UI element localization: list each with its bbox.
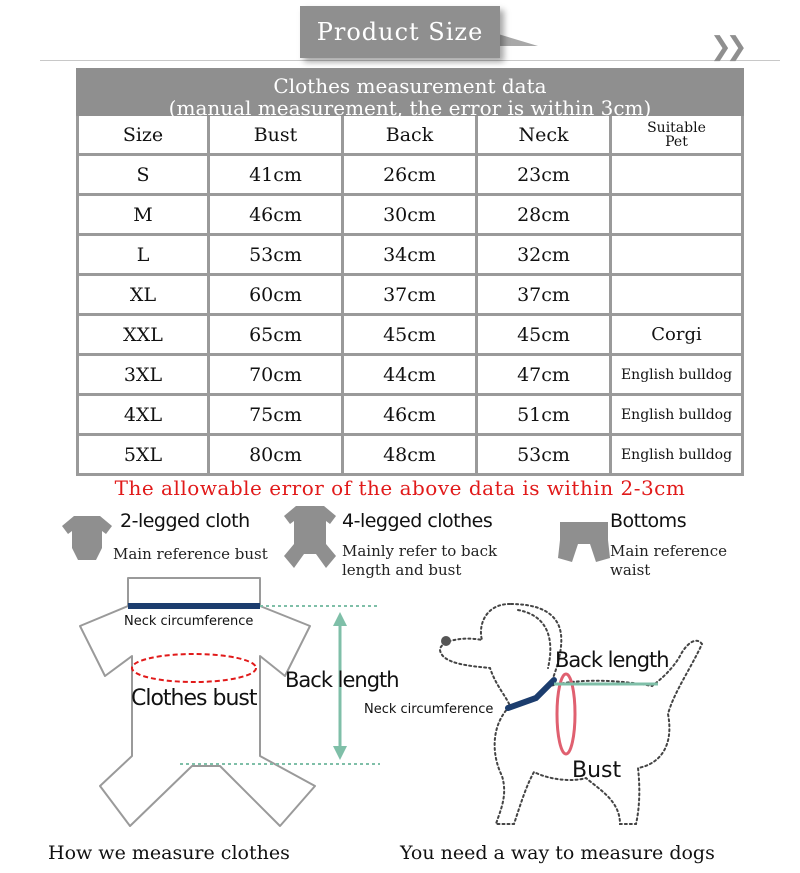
- bottoms-icon: [556, 518, 612, 566]
- clothes-bust-label: Clothes bust: [131, 686, 257, 711]
- table-row: [76, 156, 744, 196]
- legend-bottoms-desc-2: waist: [610, 561, 651, 579]
- header-divider: [40, 60, 780, 61]
- header-tab-shadow: [498, 34, 538, 46]
- legend-bottoms-desc-1: Main reference: [610, 542, 727, 560]
- cell-neck: 51cm: [478, 396, 612, 436]
- cell-neck: 37cm: [478, 276, 612, 316]
- cell-pet: Corgi: [612, 316, 744, 356]
- cell-bust: 75cm: [210, 396, 344, 436]
- cell-back: 48cm: [344, 436, 478, 476]
- cell-back: 34cm: [344, 236, 478, 276]
- cell-back: 30cm: [344, 196, 478, 236]
- dog-neck-label: Neck circumference: [364, 702, 494, 717]
- table-row: [76, 356, 744, 396]
- cell-size: 5XL: [76, 436, 210, 476]
- table-title-line1: Clothes measurement data: [273, 74, 547, 98]
- cell-back: 45cm: [344, 316, 478, 356]
- cell-size: XXL: [76, 316, 210, 356]
- cell-back: 26cm: [344, 156, 478, 196]
- cell-size: M: [76, 196, 210, 236]
- cell-neck: 53cm: [478, 436, 612, 476]
- cell-pet: [612, 156, 744, 196]
- header-suitable-pet: [612, 116, 744, 156]
- header-size: Size: [76, 116, 210, 156]
- size-table-grid: [76, 116, 744, 476]
- cell-size: 4XL: [76, 396, 210, 436]
- cell-pet: [612, 276, 744, 316]
- table-title: [76, 68, 744, 120]
- table-row: [76, 316, 744, 356]
- legend-two-legged-title: 2-legged cloth: [120, 510, 250, 532]
- cell-pet: English bulldog: [612, 436, 744, 476]
- table-header-row: [76, 116, 744, 156]
- header-pet-line1: Suitable: [647, 119, 706, 136]
- dog-caption: You need a way to measure dogs: [400, 842, 715, 864]
- header-back: Back: [344, 116, 478, 156]
- cell-size: S: [76, 156, 210, 196]
- two-legged-cloth-icon: [60, 512, 114, 564]
- clothes-neck-label: Neck circumference: [124, 614, 254, 629]
- cell-neck: 23cm: [478, 156, 612, 196]
- four-legged-clothes-icon: [280, 504, 340, 572]
- legend-four-legged-title: 4-legged clothes: [342, 510, 493, 532]
- clothes-back-label: Back length: [285, 668, 399, 692]
- size-table: [76, 68, 744, 476]
- error-note: The allowable error of the above data is within 2-3cm: [114, 476, 686, 500]
- cell-neck: 45cm: [478, 316, 612, 356]
- cell-neck: 32cm: [478, 236, 612, 276]
- cell-bust: 46cm: [210, 196, 344, 236]
- cell-bust: 65cm: [210, 316, 344, 356]
- cell-bust: 80cm: [210, 436, 344, 476]
- legend-bottoms-title: Bottoms: [610, 510, 687, 532]
- cell-back: 44cm: [344, 356, 478, 396]
- table-row: [76, 396, 744, 436]
- dog-bust-label: Bust: [572, 758, 622, 783]
- cell-back: 37cm: [344, 276, 478, 316]
- cell-bust: 41cm: [210, 156, 344, 196]
- header-neck: Neck: [478, 116, 612, 156]
- table-title-line2: (manual measurement, the error is within 3cm): [168, 96, 652, 120]
- cell-bust: 53cm: [210, 236, 344, 276]
- cell-pet: English bulldog: [612, 356, 744, 396]
- cell-pet: [612, 196, 744, 236]
- table-row: [76, 196, 744, 236]
- cell-size: L: [76, 236, 210, 276]
- cell-size: XL: [76, 276, 210, 316]
- double-chevron-right-icon: ❯❯: [710, 32, 742, 62]
- legend-four-legged-desc-2: length and bust: [342, 561, 462, 579]
- cell-neck: 28cm: [478, 196, 612, 236]
- header-pet-line2: Pet: [665, 133, 688, 150]
- cell-pet: English bulldog: [612, 396, 744, 436]
- cell-back: 46cm: [344, 396, 478, 436]
- cell-bust: 70cm: [210, 356, 344, 396]
- table-row: [76, 436, 744, 476]
- page-title: Product Size: [300, 6, 500, 58]
- dog-back-label: Back length: [555, 648, 669, 672]
- cell-neck: 47cm: [478, 356, 612, 396]
- legend-four-legged-desc-1: Mainly refer to back: [342, 542, 498, 560]
- header-bust: Bust: [210, 116, 344, 156]
- table-row: [76, 236, 744, 276]
- legend-two-legged-desc: Main reference bust: [113, 545, 268, 563]
- cell-bust: 60cm: [210, 276, 344, 316]
- table-row: [76, 276, 744, 316]
- cell-pet: [612, 236, 744, 276]
- cell-size: 3XL: [76, 356, 210, 396]
- clothes-caption: How we measure clothes: [48, 842, 290, 864]
